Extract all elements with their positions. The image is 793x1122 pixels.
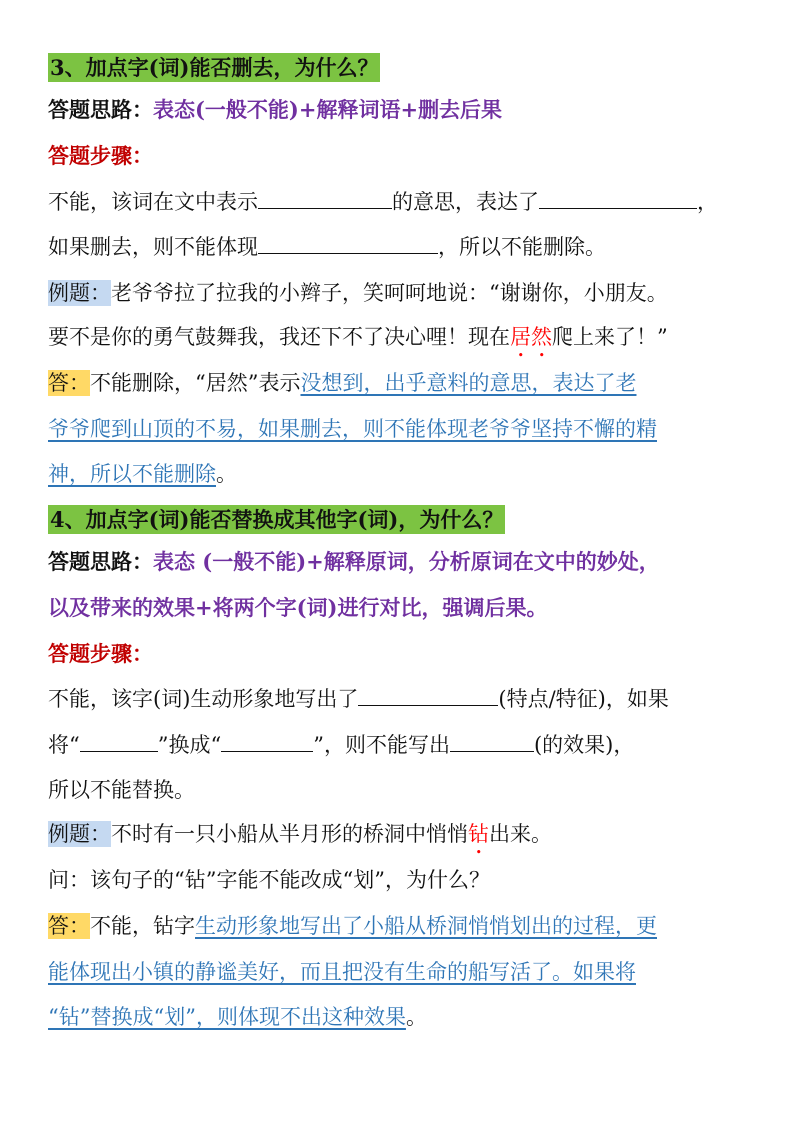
question-text: 问：该句子的“钻”字能不能改成“划”，为什么？ <box>48 868 490 892</box>
section-4-idea-line-1 <box>48 548 660 576</box>
emphasized-word: 钻 <box>468 822 489 846</box>
section-3-title: 3、加点字(词)能否删去，为什么？ <box>50 55 379 80</box>
answer-label: 答： <box>48 914 90 938</box>
section-4-heading <box>48 506 505 534</box>
answer-text: 不能，钻字 <box>90 914 195 938</box>
section-4-answer-line-2 <box>48 958 636 986</box>
section-4-steps-label <box>48 640 153 668</box>
section-4-example <box>48 820 552 859</box>
section-3-answer-line-2 <box>48 415 657 443</box>
fill-blank <box>258 233 438 254</box>
section-4-title: 4、加点字(词)能否替换成其他字(词)，为什么？ <box>50 507 504 532</box>
steps-text: ”换成“ <box>157 733 222 757</box>
fill-blank <box>221 731 313 752</box>
answer-text: 。 <box>216 462 237 486</box>
steps-text: 的意思，表达了 <box>392 190 539 214</box>
section-3-steps-line-1 <box>48 188 718 216</box>
answer-explanation: 神，所以不能删除 <box>48 462 216 486</box>
idea-text: 表态 (一般不能)+解释原词，分析原词在文中的妙处， <box>153 549 660 574</box>
section-3-steps-line-2 <box>48 233 606 261</box>
idea-label: 答题思路： <box>48 549 153 574</box>
steps-text: 将“ <box>48 733 80 757</box>
steps-text: (特点/特征)，如果 <box>498 687 669 711</box>
steps-text: 如果删去，则不能体现 <box>48 235 258 259</box>
fill-blank <box>358 685 498 706</box>
section-3-steps-label <box>48 142 153 170</box>
example-text: 不时有一只小船从半月形的桥洞中悄悄 <box>111 822 468 846</box>
steps-text: 不能，该词在文中表示 <box>48 190 258 214</box>
steps-text: 不能，该字(词)生动形象地写出了 <box>48 687 359 711</box>
steps-label: 答题步骤： <box>48 641 153 666</box>
example-text: 出来。 <box>489 822 552 846</box>
answer-explanation: 没想到，出乎意料的意思，表达了老 <box>300 371 637 395</box>
section-3-answer-line-3 <box>48 460 237 488</box>
answer-label: 答： <box>48 371 90 395</box>
answer-explanation: 爷爷爬到山顶的不易，如果删去，则不能体现老爷爷坚持不懈的精 <box>48 417 657 441</box>
section-3-answer-line-1 <box>48 369 636 397</box>
answer-text: 。 <box>405 1005 427 1029</box>
answer-explanation: “钻”替换成“划”，则体现不出这种效果 <box>48 1005 406 1029</box>
fill-blank <box>539 188 697 209</box>
steps-text: 所以不能替换。 <box>48 778 195 802</box>
steps-label: 答题步骤： <box>48 143 153 168</box>
idea-text: 以及带来的效果+将两个字(词)进行对比，强调后果。 <box>48 595 548 620</box>
idea-label: 答题思路： <box>48 97 153 122</box>
steps-text: ”，则不能写出 <box>313 733 450 757</box>
section-3-idea <box>48 96 502 124</box>
example-text: 老爷爷拉了拉我的小辫子，笑呵呵地说：“谢谢你，小朋友。 <box>111 281 668 305</box>
section-3-example-line-2 <box>48 323 668 362</box>
fill-blank <box>258 188 392 209</box>
answer-explanation: 生动形象地写出了小船从桥洞悄悄划出的过程，更 <box>195 914 657 938</box>
example-label: 例题： <box>48 822 111 846</box>
fill-blank <box>80 731 158 752</box>
emphasized-word: 居然 <box>510 325 552 349</box>
example-text: 爬上来了！” <box>552 325 668 349</box>
answer-text: 不能删除，“居然”表示 <box>90 371 301 395</box>
section-4-answer-line-1 <box>48 912 657 940</box>
section-4-steps-line-3 <box>48 776 195 804</box>
section-3-example-line-1 <box>48 279 668 307</box>
section-3-heading <box>48 54 380 82</box>
idea-text: 表态(一般不能)+解释词语+删去后果 <box>153 97 503 122</box>
section-4-steps-line-2 <box>48 731 634 759</box>
section-4-question <box>48 866 490 894</box>
fill-blank <box>450 731 534 752</box>
steps-text: ，所以不能删除。 <box>438 235 606 259</box>
example-label: 例题： <box>48 281 111 305</box>
example-text: 要不是你的勇气鼓舞我，我还下不了决心哩！现在 <box>48 325 510 349</box>
section-4-answer-line-3 <box>48 1003 427 1031</box>
section-4-steps-line-1 <box>48 685 669 713</box>
section-4-idea-line-2 <box>48 594 547 622</box>
steps-text: (的效果)， <box>533 733 635 757</box>
answer-explanation: 能体现出小镇的静谧美好，而且把没有生命的船写活了。如果将 <box>48 960 636 984</box>
steps-text: ， <box>697 190 718 214</box>
